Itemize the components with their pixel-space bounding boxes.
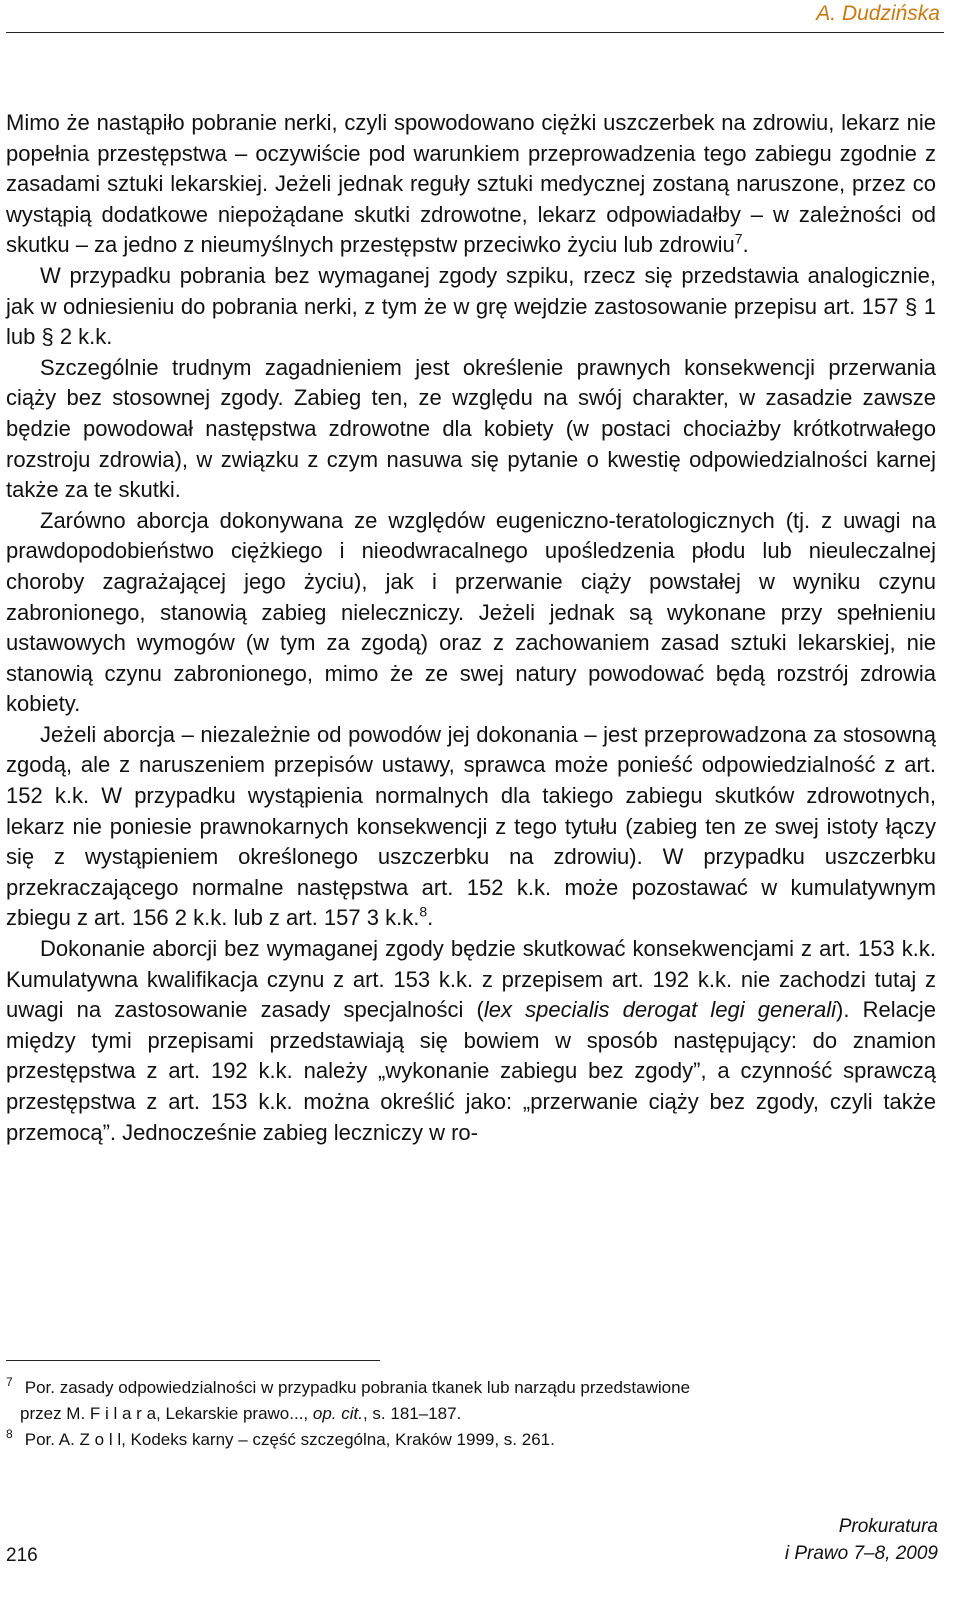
- paragraph-1-text: Mimo że nastąpiło pobranie nerki, czyli spowodowano ciężki uszczerbek na zdrowiu, lekarz nie popełnia przestępstwa – oczywiście pod warunkiem przeprowadzenia tego zabiegu zgodnie z zasadami sztuki lekarskiej. Jeżeli jednak reguły sztuki medycznej zostaną naruszone, przez co wystąpią dodatkowe niepożądane skutki zdrowotne, lekarz odpowiadałby – w zależności od skutku – za jedno z nieumyślnych przestępstw przeciwko życiu lub zdrowiu: [6, 110, 936, 258]
- journal-line-1: Prokuratura: [838, 1516, 938, 1537]
- paragraph-4: Zarówno aborcja dokonywana ze względów eugeniczno-teratologicznych (tj. z uwagi na prawdopodobieństwo ciężkiego i nieodwracalnego upośledzenia płodu lub nieuleczalnej choroby zagrażającej jego życiu), jak i przerwanie ciąży powstałej w wyniku czynu zabronionego, stanowią zabieg nieleczniczy. Jeżeli jednak są wykonane przy spełnieniu ustawowych wymogów (w tym za zgodą) oraz z zachowaniem zasad sztuki lekarskiej, nie stanowią czynu zabronionego, mimo że ze swej natury powodować będą rozstrój zdrowia kobiety.: [6, 507, 936, 717]
- footnote-7-opcit: op. cit.: [312, 1404, 363, 1423]
- footnote-8: $^8$ Por. A. Z o l l, Kodeks karny – część szczególna, Kraków 1999, s. 261.: [6, 1427, 555, 1449]
- footnote-7-cont: [6, 1401, 936, 1427]
- paragraph-5-text: Jeżeli aborcja – niezależnie od powodów jej dokonania – jest przeprowadzona za stosowną zgodą, ale z naruszeniem przepisów ustawy, sprawca może ponieść odpowiedzialność z art. 152 k.k. W przypadku wystąpienia normalnych dla takiego zabiegu skutków zdrowotnych, lekarz nie poniesie prawnokarnych konsekwencji z tego tytułu (zabieg ten ze swej istoty łączy się z wystąpieniem określonego uszczerbku na zdrowiu). W przypadku uszczerbku przekraczającego normalne następstwa art. 152 k.k. może pozostawać w kumulatywnym zbiegu z art. 156 2 k.k. lub z art. 157 3 k.k.: [6, 721, 936, 931]
- paragraph-3: Szczególnie trudnym zagadnieniem jest określenie prawnych konsekwencji przerwania ciąży bez stosownej zgody. Zabieg ten, ze względu na swój charakter, w zasadzie zawsze będzie powodował następstwa zdrowotne dla kobiety (w postaci chociażby krótkotrwałego rozstroju zdrowia), w związku z czym nasuwa się pytanie o kwestię odpowiedzialności karnej także za te skutki.: [6, 354, 936, 503]
- paragraph-5-end: .: [427, 905, 434, 931]
- footnote-8-line1: Por. A. Z o l l, Kodeks karny – część szczególna, Kraków 1999, s. 261.: [24, 1430, 555, 1449]
- footnote-divider: [6, 1360, 380, 1361]
- header-divider: [6, 32, 944, 33]
- footnote-7-line2b: , s. 181–187.: [362, 1404, 462, 1423]
- paragraph-6-text-b: ). Relacje między tymi przepisami przedstawiają się bowiem w sposób następujący: do znamion przestępstwa z art. 192 k.k. należy „wykonanie zabiegu bez zgody”, a czynność sprawczą przestępstwa z art. 153 k.k. można określić jako: „przerwanie ciąży bez zgody, czyli także przemocą”. Jednocześnie zabieg leczniczy w ro-: [6, 997, 936, 1145]
- footnote-7-line1: Por. zasady odpowiedzialności w przypadku pobrania tkanek lub narządu przedstawione: [24, 1378, 691, 1397]
- paragraph-6-text-a: Dokonanie aborcji bez wymaganej zgody będzie skutkować konsekwencjami z art. 153 k.k. Kumulatywna kwalifikacja czynu z art. 153 k.k. z przepisem art. 192 k.k. nie zachodzi tutaj z uwagi na zastosowanie zasady specjalności (: [6, 936, 936, 1023]
- paragraph-1-end: .: [742, 232, 749, 258]
- paragraph-1: [6, 108, 936, 261]
- journal-line-2: i Prawo 7–8, 2009: [784, 1543, 938, 1564]
- footnote-7: $^7$ Por. zasady odpowiedzialności w przypadku pobrania tkanek lub narządu przedstawione: [6, 1375, 691, 1397]
- footnote-7-line2a: przez M. F i l a r a, Lekarskie prawo...,: [20, 1404, 313, 1423]
- page-number: 216: [6, 1545, 38, 1566]
- footnote-ref-7: 7: [734, 231, 743, 248]
- footnotes: [6, 1375, 936, 1453]
- running-header-author: A. Dudzińska: [816, 2, 940, 25]
- paragraph-6-latin-maxim: lex specialis derogat legi generali: [483, 997, 837, 1023]
- footnote-ref-8: 8: [419, 904, 428, 921]
- journal-name: [785, 1513, 938, 1567]
- main-text: [6, 108, 936, 1148]
- paragraph-2: W przypadku pobrania bez wymaganej zgody szpiku, rzecz się przedstawia analogicznie, jak w odniesieniu do pobrania nerki, z tym że w grę wejdzie zastosowanie przepisu art. 157 § 1 lub § 2 k.k.: [6, 262, 936, 350]
- paragraph-5: [6, 720, 936, 934]
- paragraph-6: [6, 934, 936, 1148]
